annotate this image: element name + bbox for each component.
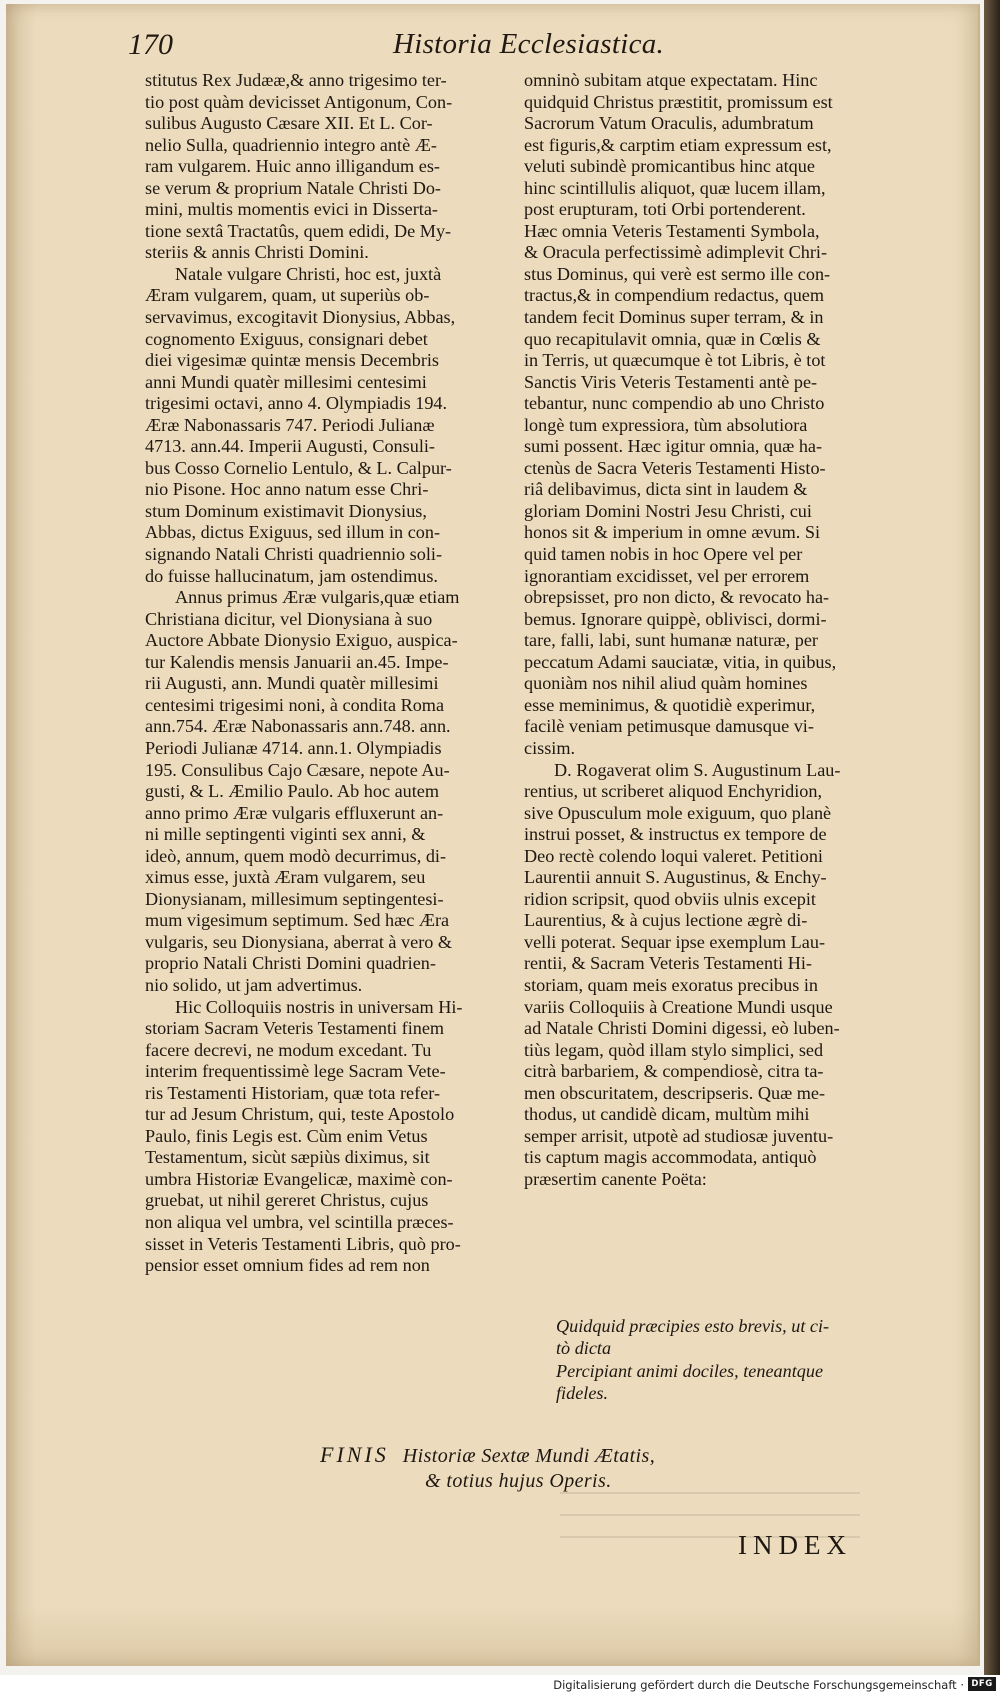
right-text-column (524, 70, 894, 1190)
finis-colophon (320, 1442, 880, 1494)
running-header (128, 28, 898, 68)
left-paragraph-1: stitutus Rex Judææ,& anno trigesimo ter- tio post quàm devicisset Antigonum, Con- sulibus Augusto Cæsare XII. Et L. Cor- nelio Sulla, quadriennio integro antè Æ- ram vulgarem. Huic anno illigandum es- se verum & proprium Natale Christi Do- mini, multis momentis evici in Disserta- tione sextâ Tractatûs, quem edidi, De My- steriis & annis Christi Domini. (145, 70, 453, 263)
dfg-logo-icon: DFG (968, 1677, 996, 1691)
page-bottom-shading (6, 1606, 978, 1666)
finis-word: FINIS (320, 1442, 389, 1467)
right-paragraph-2: D. Rogaverat olim S. Augustinum Lau- rentius, ut scriberet aliquod Enchyridion, sive Opusculum mole exiguum, quo planè instrui posset, & instructus ex tempore de Deo rectè colendo loqui valeret. Petitioni Laurentii annuit S. Augustinus, & Enchy- ridion scripsit, quod obviis ulnis excepit Laurentius, & à cujus lectione ægrè di- velli poterat. Sequar ipse exemplum Lau- rentii, & Sacram Veteris Testamenti Hi- storiam, quam meis exoratus precibus in variis Colloquiis à Creatione Mundi usque ad Natale Christi Domini digessi, eò luben- tiùs legam, quòd illam stylo simplici, sed citrà barbariem, & compendiosè, citra ta- men obscuritatem, descripseris. Quæ me- thodus, ut candidè dicam, multùm mihi semper arrisit, utpotè ad studiosæ juventu- tis captum magis accommodata, antiquò præsertim canente Poëta: (524, 759, 841, 1189)
footer-credit: Digitalisierung gefördert durch die Deutsche Forschungsgemeinschaft · (553, 1678, 964, 1692)
finis-line-1: Historiæ Sextæ Mundi Ætatis, (402, 1445, 656, 1467)
page-gutter-shading (6, 4, 36, 1666)
verse-line-2: Percipiant animi dociles, teneantque fideles. (556, 1361, 824, 1403)
finis-line-2: & totius hujus Operis. (425, 1470, 612, 1492)
closing-verse (556, 1316, 896, 1404)
page-number: 170 (128, 28, 173, 61)
catchword: INDEX (738, 1530, 852, 1560)
digitization-footer (0, 1675, 1000, 1694)
left-paragraph-4: Hic Colloquiis nostris in universam Hi- storiam Sacram Veteris Testamenti finem facere decrevi, ne modum excedant. Tu interim frequentissimè lege Sacram Vete- ris Testamenti Historiam, quæ tota refer- tur ad Jesum Christum, qui, teste Apostolo Paulo, finis Legis est. Cùm enim Vetus Testamentum, sicùt sæpiùs diximus, sit umbra Historiæ Evangelicæ, maximè con- gruebat, ut nihil gereret Christus, cujus non aliqua vel umbra, vel scintilla præces- sisset in Veteris Testamenti Libris, quò pro- pensior esset omnium fides ad rem non (145, 996, 463, 1276)
right-paragraph-1: omninò subitam atque expectatam. Hinc quidquid Christus præstitit, promissum est Sacrorum Vatum Oraculis, adumbratum est figuris,& carptim etiam expressum est, veluti subindè promicantibus hinc atque hinc scintillulis aliquot, quæ lucem illam, post erupturam, toti Orbi portenderent. Hæc omnia Veteris Testamenti Symbola, & Oracula perfectissimè adimplevit Chri- stus Dominus, qui verè est sermo ille con- tractus,& in compendium redactus, quem tandem fecit Dominus super terram, & in quo recapitulavit omnia, quæ in Cœlis & in Terris, ut quæcumque è tot Libris, è tot Sanctis Viris Veteris Testamenti antè pe- tebantur, nunc compendio ab uno Christo longè tum expressiora, tùm absolutiora sumi possent. Hæc igitur omnia, quæ ha- ctenùs de Sacra Veteris Testamenti Histo- riâ delibavimus, dicta sint in laudem & gloriam Domini Nostri Jesu Christi, cui honos sit & imperium in omne ævum. Si quid tamen nobis in hoc Opere vel per ignorantiam excidisset, vel per errorem obrepsisset, pro non dicto, & revocato ha- bemus. Ignorare quippè, oblivisci, dormi- tare, falli, labi, sunt humanæ naturæ, per peccatum Adami sauciatæ, vitia, in quibus, quoniàm nos nihil aliud quàm homines esse meminimus, & quotidiè experimur, facilè veniam petimusque damusque vi- cissim. (524, 70, 837, 758)
running-title: Historia Ecclesiastica. (393, 28, 665, 60)
book-fore-edge-shadow (984, 0, 1000, 1675)
left-text-column (145, 70, 517, 1277)
left-paragraph-3: Annus primus Æræ vulgaris,quæ etiam Christiana dicitur, vel Dionysiana à suo Auctore Abbate Dionysio Exiguo, auspica- tur Kalendis mensis Januarii an.45. Impe- rii Augusti, ann. Mundi quatèr millesimi centesimi trigesimi noni, à condita Roma ann.754. Æræ Nabonassaris ann.748. ann. Periodi Julianæ 4714. ann.1. Olympiadis 195. Consulibus Cajo Cæsare, nepote Au- gusti, & L. Æmilio Paulo. Ab hoc autem anno primo Æræ vulgaris effluxerunt an- ni mille septingenti viginti sex anni, & ideò, annum, quem modò decurrimus, di- ximus esse, juxtà Æram vulgarem, seu Dionysianam, millesimum septingentesi- mum vigesimum septimum. Sed hæc Æra vulgaris, seu Dionysiana, aberrat à vero & proprio Natali Christi Domini quadrien- nio solido, ut jam advertimus. (145, 587, 460, 995)
left-paragraph-2: Natale vulgare Christi, hoc est, juxtà Æram vulgarem, quam, ut superiùs ob- servavimus, excogitavit Dionysius, Abbas, cognomento Exiguus, consignari debet diei vigesimæ quintæ mensis Decembris anni Mundi quatèr millesimi centesimi trigesimi octavi, anno 4. Olympiadis 194. Æræ Nabonassaris 747. Periodi Julianæ 4713. ann.44. Imperii Augusti, Consuli- bus Cosso Cornelio Lentulo, & L. Calpur- nio Pisone. Hoc anno natum esse Chri- stum Dominum existimavit Dionysius, Abbas, dictus Exiguus, sed illum in con- signando Natali Christi quadriennio soli- do fuisse hallucinatum, jam ostendimus. (145, 263, 456, 586)
verse-line-1: Quidquid præcipies esto brevis, ut ci- tò dicta (556, 1316, 830, 1358)
